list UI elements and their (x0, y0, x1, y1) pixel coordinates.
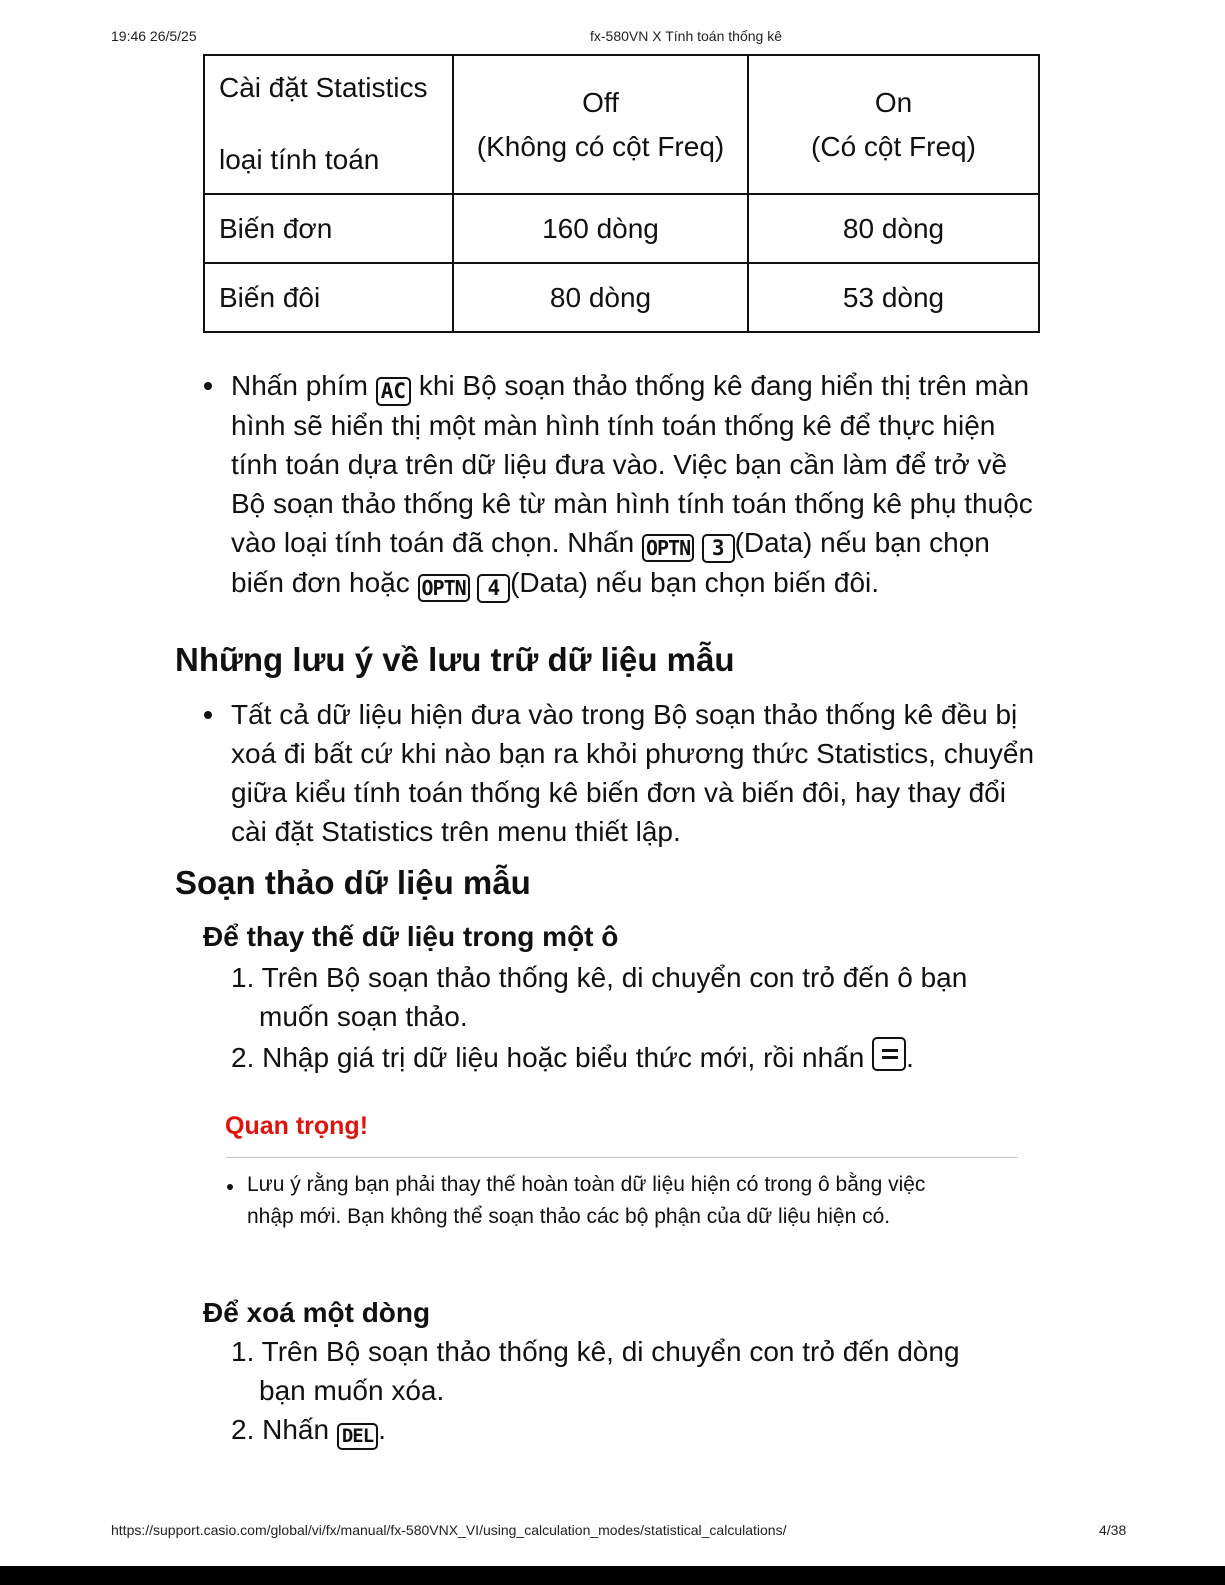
row-label: Biến đôi (204, 263, 453, 332)
ac-note-paragraph (231, 366, 1061, 603)
step-text: 2. Nhấn (231, 1414, 330, 1445)
storage-note-text: Tất cả dữ liệu hiện đưa vào trong Bộ soạn thảo thống kê đều bị (231, 699, 1018, 730)
row-label: Biến đơn (204, 194, 453, 263)
row-off-value: 80 dòng (453, 263, 748, 332)
ac-note-text: Bộ soạn thảo thống kê từ màn hình tính toán thống kê phụ thuộc (231, 488, 1033, 519)
important-note-text: nhập mới. Bạn không thể soạn thảo các bộ phận của dữ liệu hiện có. (247, 1205, 891, 1228)
ac-note-text: vào loại tính toán đã chọn. Nhấn (231, 527, 635, 558)
header-on-cell (748, 55, 1039, 194)
bullet-dot (204, 711, 212, 719)
ac-note-text: (Data) nếu bạn chọn biến đôi. (510, 567, 880, 598)
header-on-title: On (874, 86, 913, 118)
header-datetime: 19:46 26/5/25 (111, 28, 197, 44)
step-text: bạn muốn xóa. (259, 1375, 445, 1406)
footer-url[interactable]: https://support.casio.com/global/vi/fx/manual/fx-580VNX_VI/using_calculation_modes/statistical_calculations/ (111, 1522, 787, 1538)
step-text: . (906, 1042, 914, 1073)
step-text: muốn soạn thảo. (259, 1001, 468, 1032)
footer-page-number: 4/38 (1099, 1522, 1127, 1538)
bullet-dot (204, 382, 212, 390)
ac-note-text: khi Bộ soạn thảo thống kê đang hiển thị trên màn (418, 370, 1030, 401)
step-text: . (378, 1414, 386, 1445)
header-off-subtitle: (Không có cột Freq) (476, 130, 725, 162)
row-on-value: 80 dòng (748, 194, 1039, 263)
important-divider (226, 1157, 1018, 1158)
del-key-icon: DEL (337, 1423, 378, 1450)
stats-capacity-table (203, 54, 1040, 333)
subsection-title-delete: Để xoá một dòng (203, 1297, 431, 1328)
subsection-title-replace: Để thay thế dữ liệu trong một ô (203, 921, 619, 952)
table-row (204, 263, 1039, 332)
four-key-icon: 4 (477, 574, 510, 603)
header-title: fx-580VN X Tính toán thống kê (590, 28, 782, 44)
bullet-dot (227, 1184, 233, 1190)
important-note-text: Lưu ý rằng bạn phải thay thế hoàn toàn dữ liệu hiện có trong ô bằng việc (247, 1173, 926, 1196)
table-row (204, 194, 1039, 263)
section-title-edit-data: Soạn thảo dữ liệu mẫu (175, 864, 531, 901)
header-off-cell (453, 55, 748, 194)
ac-note-text: tính toán dựa trên dữ liệu đưa vào. Việc bạn cần làm để trở về (231, 449, 1008, 480)
bottom-edge-bar (0, 1566, 1225, 1585)
table-header-row (204, 55, 1039, 194)
equals-key-icon (872, 1037, 906, 1071)
row-off-value: 160 dòng (453, 194, 748, 263)
storage-note-text: xoá đi bất cứ khi nào bạn ra khỏi phương thức Statistics, chuyển (231, 738, 1035, 769)
section-title-storage-notes: Những lưu ý về lưu trữ dữ liệu mẫu (175, 641, 735, 678)
corner-bottom-label: loại tính toán (219, 144, 380, 175)
row-on-value: 53 dòng (748, 263, 1039, 332)
important-note (247, 1169, 1047, 1233)
ac-key-icon: AC (376, 377, 411, 406)
ac-note-text: Nhấn phím (231, 370, 368, 401)
header-on-subtitle: (Có cột Freq) (811, 130, 976, 162)
storage-note-text: giữa kiểu tính toán thống kê biến đơn và biến đôi, hay thay đổi (231, 777, 1006, 808)
storage-note-paragraph (231, 695, 1061, 851)
storage-note-text: cài đặt Statistics trên menu thiết lập. (231, 816, 681, 847)
optn-key-icon: OPTN (642, 534, 694, 562)
step-text: 1. Trên Bộ soạn thảo thống kê, di chuyển con trỏ đến ô bạn (231, 962, 968, 993)
important-heading: Quan trọng! (225, 1112, 369, 1140)
ac-note-text: (Data) nếu bạn chọn (734, 527, 990, 558)
delete-steps (231, 1332, 1061, 1450)
optn-key-icon: OPTN (418, 574, 470, 602)
ac-note-text: biến đơn hoặc (231, 567, 410, 598)
three-key-icon: 3 (702, 534, 735, 563)
step-text: 2. Nhập giá trị dữ liệu hoặc biểu thức mới, rồi nhấn (231, 1042, 865, 1073)
table-corner-cell (204, 55, 453, 194)
corner-top-label: Cài đặt Statistics (219, 72, 428, 103)
replace-steps (231, 958, 1061, 1077)
ac-note-text: hình sẽ hiển thị một màn hình tính toán thống kê để thực hiện (231, 410, 996, 441)
step-text: 1. Trên Bộ soạn thảo thống kê, di chuyển con trỏ đến dòng (231, 1336, 960, 1367)
header-off-title: Off (582, 86, 619, 118)
